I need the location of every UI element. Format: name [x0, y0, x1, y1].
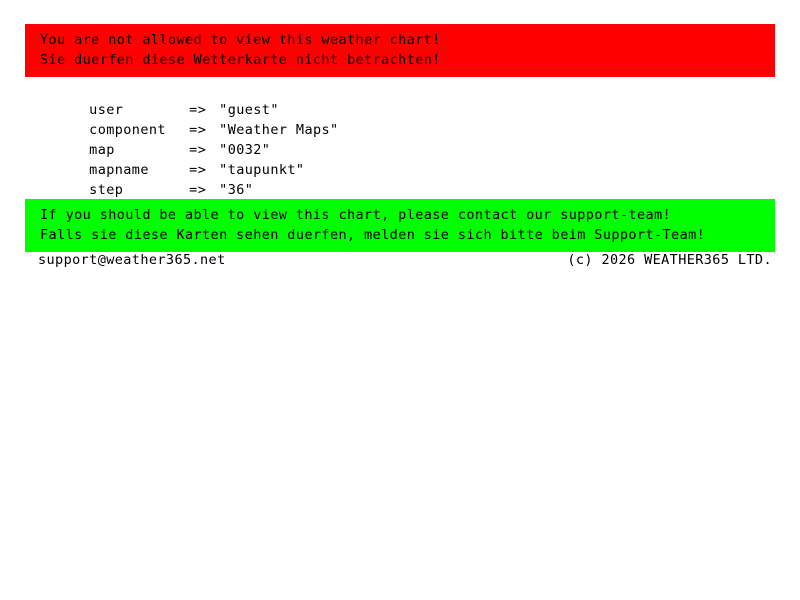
info-message-de: Falls sie diese Karten sehen duerfen, melden sie sich bitte beim Support-Team!: [40, 227, 706, 243]
error-message-de: Sie duerfen diese Wetterkarte nicht betrachten!: [40, 52, 441, 68]
parameter-key: step: [89, 182, 124, 198]
footer: [38, 250, 772, 270]
parameter-value: "0032": [219, 142, 271, 158]
parameter-arrow: =>: [189, 102, 207, 118]
copyright-notice: (c) 2026 WEATHER365 LTD.: [567, 252, 772, 268]
parameter-key: mapname: [89, 162, 149, 178]
error-message-en: You are not allowed to view this weather chart!: [40, 32, 441, 48]
parameter-arrow: =>: [189, 142, 207, 158]
parameter-key: map: [89, 142, 115, 158]
parameter-value: "guest": [219, 102, 279, 118]
error-banner: [25, 24, 775, 77]
parameter-list: [38, 80, 339, 198]
info-banner: [25, 199, 775, 252]
parameter-value: "taupunkt": [219, 162, 305, 178]
parameter-value: "Weather Maps": [219, 122, 339, 138]
support-email-link[interactable]: support@weather365.net: [38, 252, 226, 268]
parameter-key: component: [89, 122, 166, 138]
parameter-arrow: =>: [189, 122, 207, 138]
parameter-row-user: [38, 80, 339, 118]
parameter-arrow: =>: [189, 162, 207, 178]
info-message-en: If you should be able to view this chart, please contact our support-team!: [40, 207, 672, 223]
parameter-key: user: [89, 102, 124, 118]
parameter-arrow: =>: [189, 182, 207, 198]
parameter-value: "36": [219, 182, 254, 198]
